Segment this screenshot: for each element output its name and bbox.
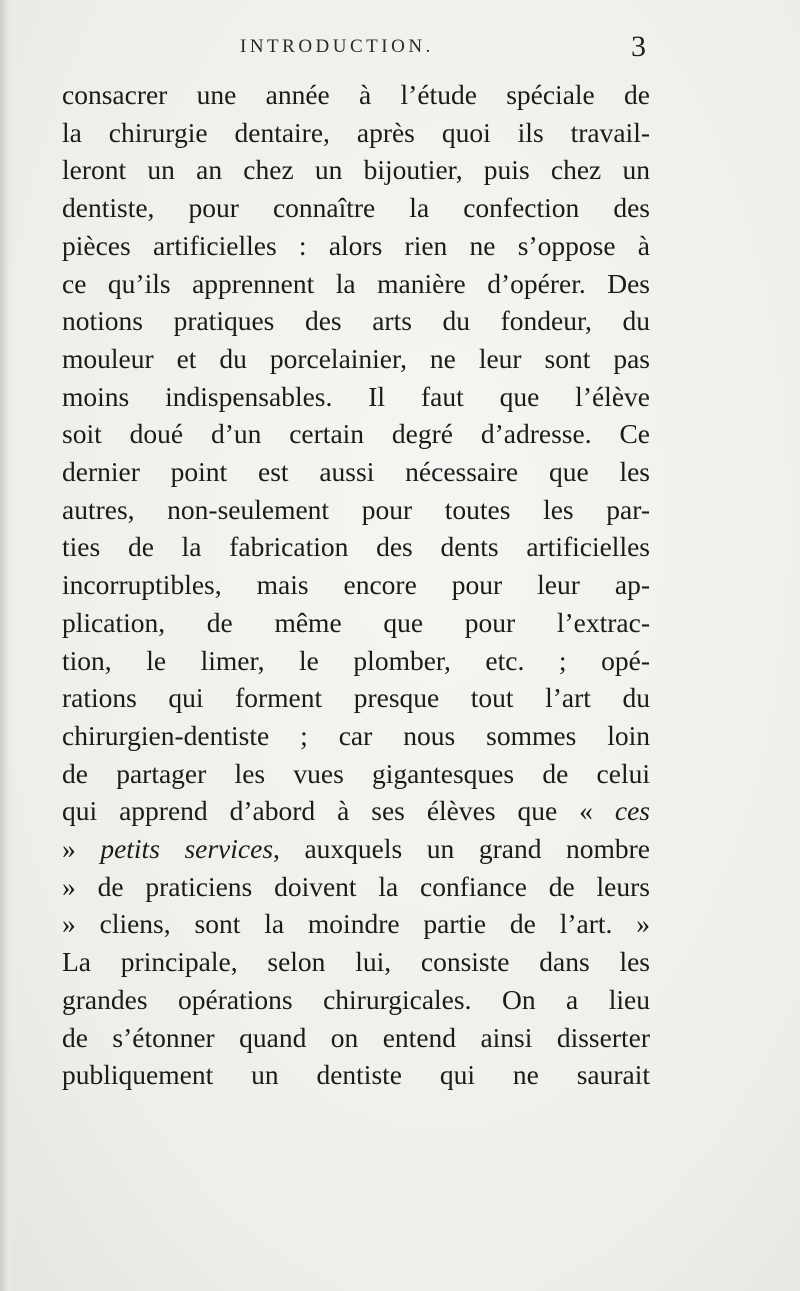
text-line: ce qu’ils apprennent la manière d’opérer. Des [62,267,650,299]
text-line: de partager les vues gigantesques de celui [62,757,650,789]
text-line: tion, le limer, le plomber, etc. ; opé- [62,644,650,676]
text-line: La principale, selon lui, consiste dans les [62,946,650,978]
text-line-quote-open [62,792,650,830]
text-line: publiquement un dentiste qui ne saurait [62,1059,650,1091]
text-line: rations qui forment presque tout l’art du [62,682,650,714]
text-line: incorruptibles, mais encore pour leur ap- [62,569,650,601]
quote-mark: » [62,833,76,865]
text-line: de s’étonner quand on entend ainsi disserter [62,1021,650,1053]
text-line: pièces artificielles : alors rien ne s’oppose à [62,229,650,261]
text-line: soit doué d’un certain degré d’adresse. Ce [62,418,650,450]
text-line: chirurgien-dentiste ; car nous sommes loin [62,719,650,751]
page-header [60,30,650,70]
text-line: » de praticiens doivent la confiance de leurs [62,870,650,902]
running-head: INTRODUCTION. [240,36,434,57]
text-line: grandes opérations chirurgicales. On a lieu [62,983,650,1015]
quote-text: qui apprend d’abord à ses élèves que « [62,795,593,827]
text-line: autres, non-seulement pour toutes les par- [62,493,650,525]
quote-italic: ces [614,795,651,827]
quote-italic: petits services [100,833,274,865]
text-line: dentiste, pour connaître la confection des [62,192,650,224]
body-text [62,76,650,1094]
quote-text: , auxquels un grand nombre [273,833,651,865]
page-number: 3 [631,30,646,63]
text-line: dernier point est aussi nécessaire que les [62,456,650,488]
text-line: notions pratiques des arts du fondeur, du [62,305,650,337]
text-line: plication, de même que pour l’extrac- [62,606,650,638]
text-line: ties de la fabrication des dents artificielles [62,531,650,563]
text-line: » cliens, sont la moindre partie de l’art. » [62,908,650,940]
text-line-quote [62,830,650,868]
text-line: mouleur et du porcelainier, ne leur sont pas [62,342,650,374]
text-line: moins indispensables. Il faut que l’élève [62,380,650,412]
text-line: leront un an chez un bijoutier, puis chez un [62,154,650,186]
page-gutter-shadow [0,0,14,1291]
text-line: consacrer une année à l’étude spéciale de [62,79,650,110]
text-line: la chirurgie dentaire, après quoi ils travail- [62,116,650,148]
